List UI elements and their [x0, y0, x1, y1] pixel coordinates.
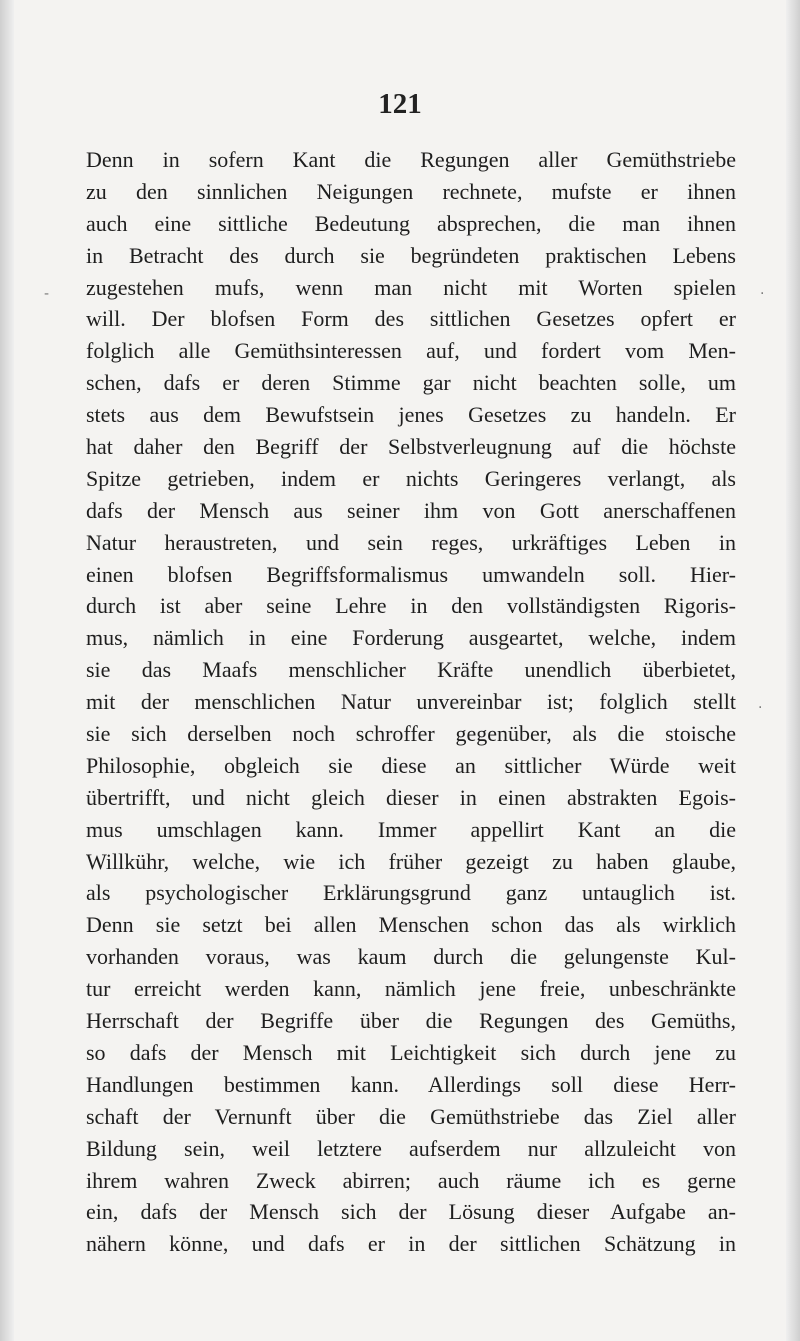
text-line: tur erreicht werden kann, nämlich jene freie, unbeschränkte [86, 976, 736, 1002]
text-line: Bildung sein, weil letztere aufserdem nur allzuleicht von [86, 1135, 736, 1161]
text-line: zu den sinnlichen Neigungen rechnete, mufste er ihnen [86, 178, 736, 204]
text-line: schen, dafs er deren Stimme gar nicht beachten solle, um [86, 370, 736, 396]
body-text [86, 144, 736, 1260]
text-line: mus, nämlich in eine Forderung ausgeartet, welche, indem [86, 625, 736, 651]
margin-mark: · [760, 286, 765, 302]
text-line: stets aus dem Bewufstsein jenes Gesetzes zu handeln. Er [86, 402, 736, 428]
text-line: Natur heraustreten, und sein reges, urkräftiges Leben in [86, 529, 736, 555]
text-line: so dafs der Mensch mit Leichtigkeit sich durch jene zu [86, 1039, 736, 1065]
text-line: übertrifft, und nicht gleich dieser in einen abstrakten Egois- [86, 784, 736, 810]
text-line: einen blofsen Begriffsformalismus umwandeln soll. Hier- [86, 561, 736, 587]
margin-mark: · [758, 700, 763, 716]
left-page-edge [0, 0, 14, 1341]
text-line: folglich alle Gemüthsinteressen auf, und fordert vom Men- [86, 338, 736, 364]
text-line: hat daher den Begriff der Selbstverleugnung auf die höchste [86, 434, 736, 460]
text-line: Denn sie setzt bei allen Menschen schon das als wirklich [86, 912, 736, 938]
text-line: zugestehen mufs, wenn man nicht mit Worten spielen [86, 274, 736, 300]
text-line: Denn in sofern Kant die Regungen aller Gemüthstriebe [86, 147, 736, 172]
text-line: mit der menschlichen Natur unvereinbar ist; folglich stellt [86, 689, 736, 715]
text-line: in Betracht des durch sie begründeten praktischen Lebens [86, 242, 736, 268]
text-line: Spitze getrieben, indem er nichts Geringeres verlangt, als [86, 465, 736, 491]
text-line: Philosophie, obgleich sie diese an sittlicher Würde weit [86, 752, 736, 778]
text-line: Handlungen bestimmen kann. Allerdings soll diese Herr- [86, 1071, 736, 1097]
text-line: Willkühr, welche, wie ich früher gezeigt zu haben glaube, [86, 848, 736, 874]
text-line: sie sich derselben noch schroffer gegenüber, als die stoische [86, 721, 736, 747]
text-line: auch eine sittliche Bedeutung absprechen, die man ihnen [86, 210, 736, 236]
text-line: durch ist aber seine Lehre in den vollständigsten Rigoris- [86, 593, 736, 619]
text-line: mus umschlagen kann. Immer appellirt Kant an die [86, 816, 736, 842]
text-line: als psychologischer Erklärungsgrund ganz untauglich ist. [86, 880, 736, 906]
page-number: 121 [378, 88, 422, 120]
text-line: ein, dafs der Mensch sich der Lösung dieser Aufgabe an- [86, 1199, 736, 1225]
text-line: sie das Maafs menschlicher Kräfte unendlich überbietet, [86, 657, 736, 683]
text-line: dafs der Mensch aus seiner ihm von Gott anerschaffenen [86, 497, 736, 523]
text-line: will. Der blofsen Form des sittlichen Gesetzes opfert er [86, 306, 736, 332]
margin-mark: - [44, 286, 50, 302]
right-page-edge [786, 0, 800, 1341]
text-line: Herrschaft der Begriffe über die Regungen des Gemüths, [86, 1008, 736, 1034]
text-line: schaft der Vernunft über die Gemüthstriebe das Ziel aller [86, 1103, 736, 1129]
text-line: ihrem wahren Zweck abirren; auch räume ich es gerne [86, 1167, 736, 1193]
text-line: vorhanden voraus, was kaum durch die gelungenste Kul- [86, 944, 736, 970]
text-line: nähern könne, und dafs er in der sittlichen Schätzung in [86, 1231, 736, 1257]
